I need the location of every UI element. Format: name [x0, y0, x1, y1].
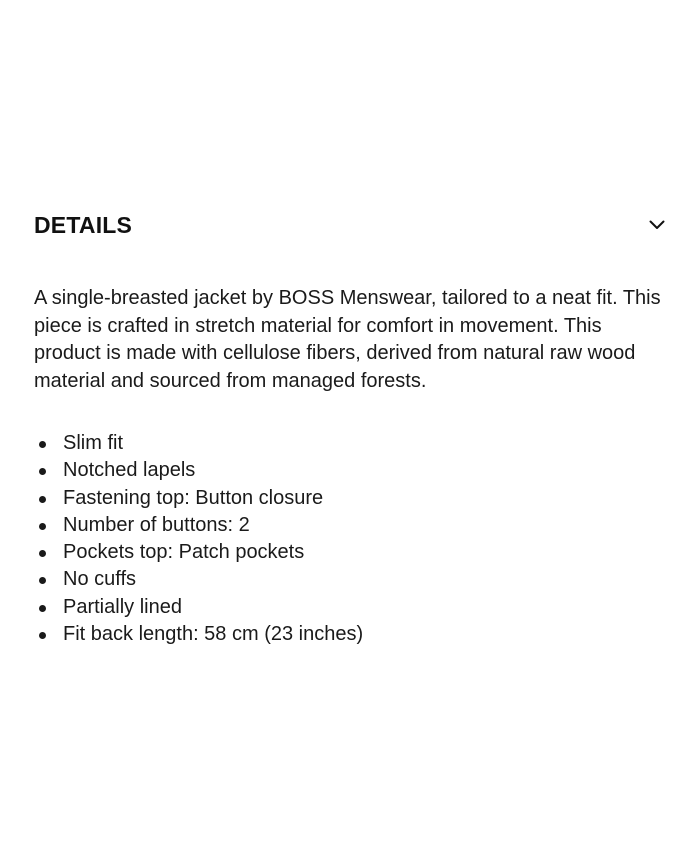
feature-item: [34, 594, 674, 621]
feature-text: Pockets top: Patch pockets: [63, 541, 305, 564]
bullet-icon: [39, 523, 46, 530]
feature-item: [34, 430, 674, 457]
bullet-icon: [39, 468, 46, 475]
product-description: A single-breasted jacket by BOSS Menswear, tailored to a neat fit. This piece is crafted in stretch material for comfort in movement. This product is made with cellulose fibers, derived from natural raw wood material and sourced from managed forests.: [34, 287, 661, 392]
bullet-icon: [39, 441, 46, 448]
bullet-icon: [39, 577, 46, 584]
feature-text: Partially lined: [63, 595, 182, 618]
feature-item: [34, 512, 674, 539]
feature-text: Fastening top: Button closure: [63, 486, 324, 509]
bullet-icon: [39, 605, 46, 612]
feature-text: Notched lapels: [63, 459, 196, 482]
feature-item: [34, 621, 674, 648]
feature-text: Fit back length: 58 cm (23 inches): [63, 623, 364, 646]
bullet-icon: [39, 496, 46, 503]
feature-text: Number of buttons: 2: [63, 513, 250, 536]
feature-list: [34, 430, 674, 648]
feature-text: Slim fit: [63, 432, 123, 454]
details-section: [34, 205, 674, 648]
bullet-icon: [39, 632, 46, 639]
feature-item: [34, 485, 674, 512]
chevron-down-icon[interactable]: [646, 214, 668, 236]
details-title: DETAILS: [34, 211, 133, 238]
feature-text: No cuffs: [63, 568, 136, 591]
feature-item: [34, 539, 674, 566]
feature-item: [34, 457, 674, 484]
bullet-icon: [39, 550, 46, 557]
details-accordion-header[interactable]: [34, 205, 674, 245]
feature-item: [34, 566, 674, 593]
